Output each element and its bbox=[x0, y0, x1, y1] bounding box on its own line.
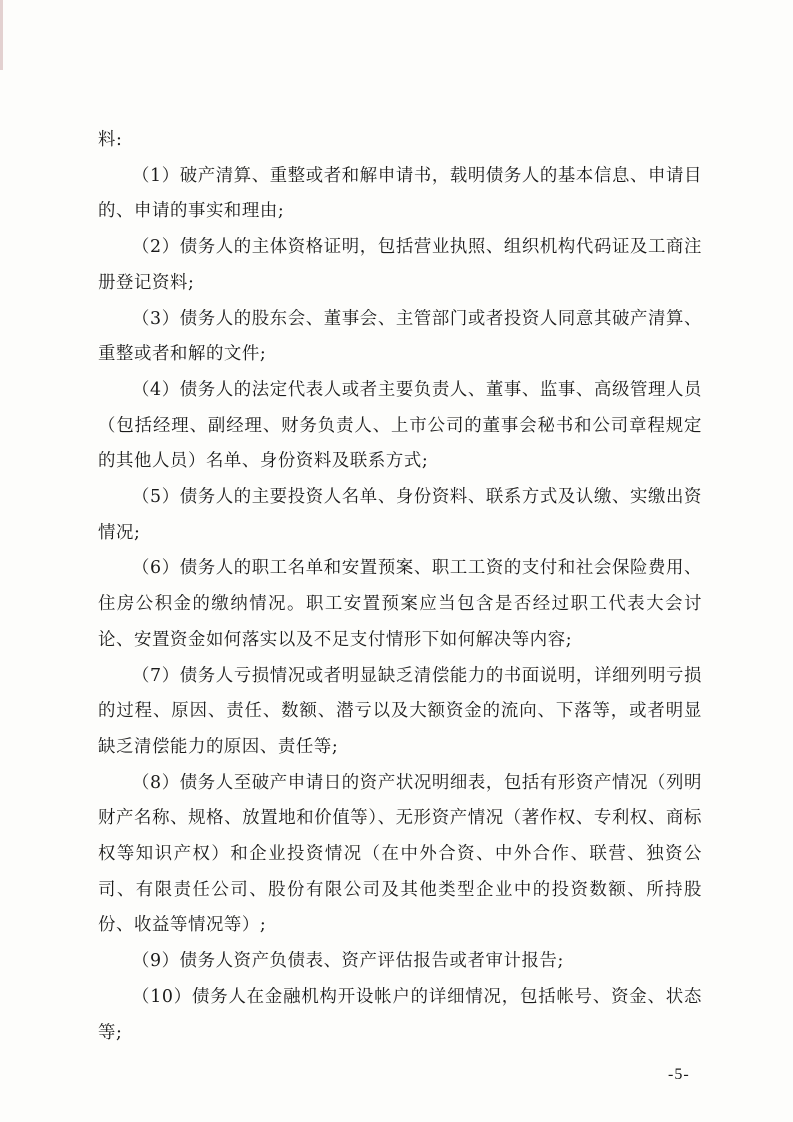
page-number: -5- bbox=[668, 1066, 690, 1083]
paragraph-4: （4）债务人的法定代表人或者主要负责人、董事、监事、高级管理人员（包括经理、副经理、财务负责人、上市公司的董事会秘书和公司章程规定的其他人员）名单、身份资料及联系方式; bbox=[98, 379, 702, 472]
paragraph-2: （2）债务人的主体资格证明，包括营业执照、组织机构代码证及工商注册登记资料; bbox=[98, 237, 702, 293]
paragraph-8: （8）债务人至破产申请日的资产状况明细表，包括有形资产情况（列明财产名称、规格、放置地和价值等）、无形资产情况（著作权、专利权、商标权等知识产权）和企业投资情况（在中外合资、中外合作、联营、独资公司、有限责任公司、股份有限公司及其他类型企业中的投资数额、所持股份、收益等情况等）; bbox=[98, 772, 702, 936]
paragraph-5: （5）债务人的主要投资人名单、身份资料、联系方式及认缴、实缴出资情况; bbox=[98, 487, 702, 543]
paragraph-7: （7）债务人亏损情况或者明显缺乏清偿能力的书面说明，详细列明亏损的过程、原因、责任、数额、潜亏以及大额资金的流向、下落等，或者明显缺乏清偿能力的原因、责任等; bbox=[98, 665, 702, 757]
paragraph-9: （9）债务人资产负债表、资产评估报告或者审计报告; bbox=[132, 951, 564, 972]
paragraph-10: （10）债务人在金融机构开设帐户的详细情况，包括帐号、资金、状态等; bbox=[98, 986, 702, 1043]
scan-edge-mark bbox=[0, 0, 3, 70]
paragraph-6: （6）债务人的职工名单和安置预案、职工工资的支付和社会保险费用、住房公积金的缴纳情况。职工安置预案应当包含是否经过职工代表大会讨论、安置资金如何落实以及不足支付情形下如何解决等内容; bbox=[98, 558, 702, 650]
paragraph-3: （3）债务人的股东会、董事会、主管部门或者投资人同意其破产清算、重整或者和解的文件; bbox=[98, 308, 702, 365]
body-text bbox=[98, 123, 702, 1051]
paragraph-1: （1）破产清算、重整或者和解申请书，载明债务人的基本信息、申请目的、申请的事实和理由; bbox=[98, 165, 702, 222]
lead-line: 料: bbox=[98, 130, 123, 150]
